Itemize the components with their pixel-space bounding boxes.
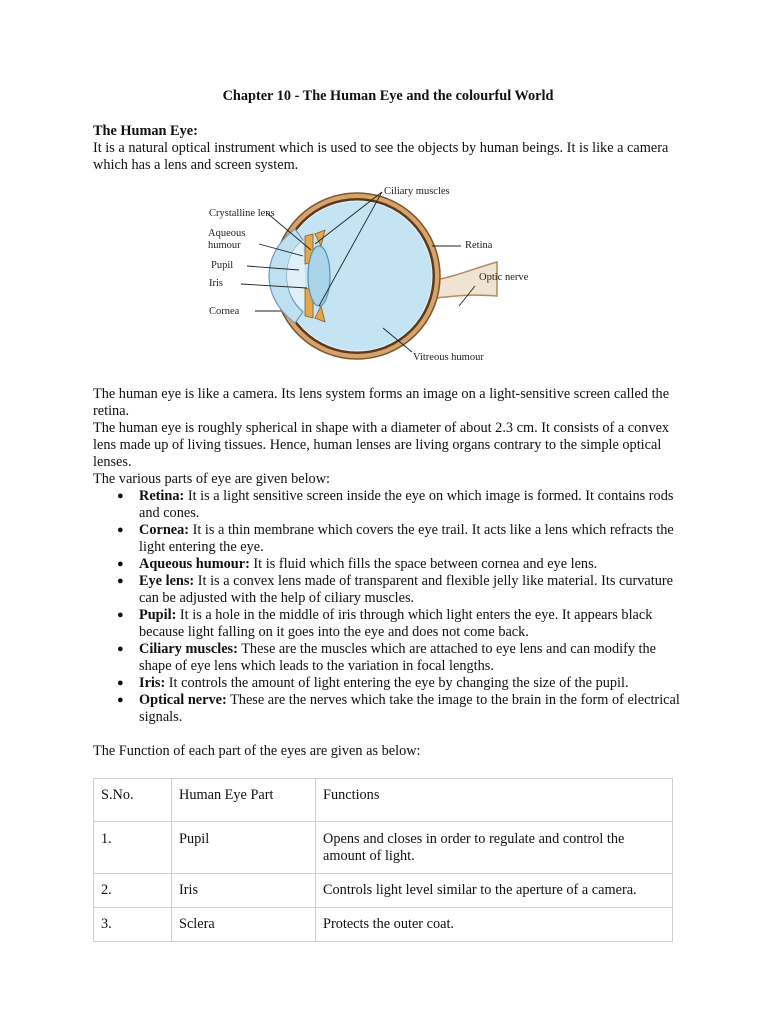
label-vitreous-humour: Vitreous humour [413,352,484,363]
list-item [117,556,683,573]
intro-paragraph: It is a natural optical instrument which is used to see the objects by human beings. It is like a camera which has a lens and screen system. [93,140,669,173]
eye-diagram [207,184,527,380]
eye-parts-list [93,488,683,726]
term-retina: Retina: [139,488,185,504]
functions-table [93,778,673,942]
desc-pupil: It is a hole in the middle of iris through which light enters the eye. It appears black because light falling on it goes into the eye and does not come back. [139,607,653,640]
cell-function: Controls light level similar to the aperture of a camera. [316,874,673,908]
header-part: Human Eye Part [172,779,316,822]
desc-retina: It is a light sensitive screen inside the eye on which image is formed. It contains rods and cones. [139,488,674,521]
section-heading: The Human Eye: [93,123,198,139]
list-item [117,488,683,522]
paragraph-spherical: The human eye is roughly spherical in shape with a diameter of about 2.3 cm. It consists of a convex lens made up of living tissues. Hence, human lenses are living organs contrary to the simple optical lenses. [93,420,670,470]
term-ciliary-muscles: Ciliary muscles: [139,641,238,657]
table-row [94,822,673,874]
desc-ciliary-muscles: These are the muscles which are attached to eye lens and can modify the shape of eye lens which leads to the variation in focal lengths. [139,641,657,674]
label-cornea: Cornea [209,306,240,317]
paragraph-parts-intro: The various parts of eye are given below: [93,471,331,487]
desc-aqueous-humour: It is fluid which fills the space between cornea and eye lens. [249,556,598,572]
cell-function: Opens and closes in order to regulate and control the amount of light. [316,822,673,874]
label-iris: Iris [209,278,223,289]
cell-function: Protects the outer coat. [316,908,673,942]
term-cornea: Cornea: [139,522,190,538]
cell-sno: 1. [94,822,172,874]
list-item [117,607,683,641]
label-pupil: Pupil [211,260,234,271]
list-item [117,573,683,607]
desc-iris: It controls the amount of light entering the eye by changing the size of the pupil. [165,675,629,691]
label-optic-nerve: Optic nerve [479,272,529,283]
label-crystalline-lens: Crystalline lens [209,208,275,219]
cell-sno: 3. [94,908,172,942]
label-ciliary-muscles: Ciliary muscles [384,186,450,197]
cell-part: Iris [172,874,316,908]
term-iris: Iris: [139,675,166,691]
document-page [93,88,683,942]
lens-shape [308,246,330,306]
table-header-row [94,779,673,822]
cell-sno: 2. [94,874,172,908]
term-pupil: Pupil: [139,607,177,623]
header-functions: Functions [316,779,673,822]
desc-eye-lens: It is a convex lens made of transparent and flexible jelly like material. Its curvature can be adjusted with the help of ciliary muscles. [139,573,673,606]
table-row [94,874,673,908]
list-item [117,641,683,675]
paragraph-camera: The human eye is like a camera. Its lens system forms an image on a light-sensitive screen called the retina. [93,386,670,419]
term-optical-nerve: Optical nerve: [139,692,227,708]
cell-part: Pupil [172,822,316,874]
list-item [117,692,683,726]
term-aqueous-humour: Aqueous humour: [139,556,250,572]
term-eye-lens: Eye lens: [139,573,195,589]
list-item [117,675,683,692]
desc-cornea: It is a thin membrane which covers the eye trail. It acts like a lens which refracts the light entering the eye. [139,522,674,555]
list-item [117,522,683,556]
label-aqueous-humour: Aqueous humour [208,228,246,251]
header-sno: S.No. [94,779,172,822]
label-retina: Retina [465,240,493,251]
table-row [94,908,673,942]
cell-part: Sclera [172,908,316,942]
page-title: Chapter 10 - The Human Eye and the colourful World [222,88,554,104]
desc-optical-nerve: These are the nerves which take the image to the brain in the form of electrical signals. [139,692,680,725]
function-intro: The Function of each part of the eyes are given as below: [93,743,421,759]
